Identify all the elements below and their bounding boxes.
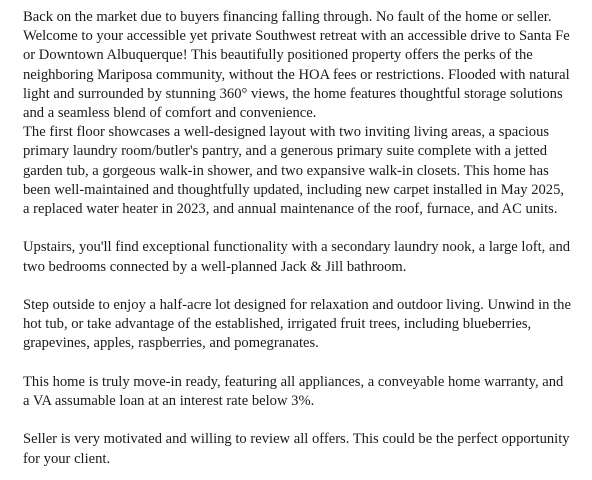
paragraph-upstairs: Upstairs, you'll find exceptional functionality with a secondary laundry nook, a large loft, and two bedrooms connected by a well-planned Jack & Jill bathroom. xyxy=(23,239,571,275)
paragraph-seller-note: Seller is very motivated and willing to review all offers. This could be the perfect opportunity for your client. xyxy=(23,431,570,467)
paragraph-outdoor: Step outside to enjoy a half-acre lot designed for relaxation and outdoor living. Unwind in the hot tub, or take advantage of the established, irrigated fruit trees, including blueberries, grapevines, apples, raspberries, and pomegranates. xyxy=(23,297,571,352)
paragraph-move-in-ready: This home is truly move-in ready, featuring all appliances, a conveyable home warranty, and a VA assumable loan at an interest rate below 3%. xyxy=(23,373,564,410)
paragraph-first-floor: The first floor showcases a well-designed layout with two inviting living areas, a spacious primary laundry room/butler's pantry, and a generous primary suite complete with a jetted garden tub, a gorgeous walk-in shower, and two expansive walk-in closets. This home has been well-maintained and thoughtfully updated, including new carpet installed in May 2025, a replaced water heater in 2023, and annual maintenance of the roof, furnace, and AC units. xyxy=(23,124,565,218)
paragraph-intro: Back on the market due to buyers financing falling through. No fault of the home or seller. Welcome to your accessible yet private Southwest retreat with an accessible drive to Santa Fe or Downtown Albuquerque! This beautifully positioned property offers the perks of the neighboring Mariposa community, without the HOA fees or restrictions. Flooded with natural light and surrounded by stunning 360° views, the home features thoughtful storage solutions and a seamless blend of comfort and convenience. xyxy=(23,9,570,122)
